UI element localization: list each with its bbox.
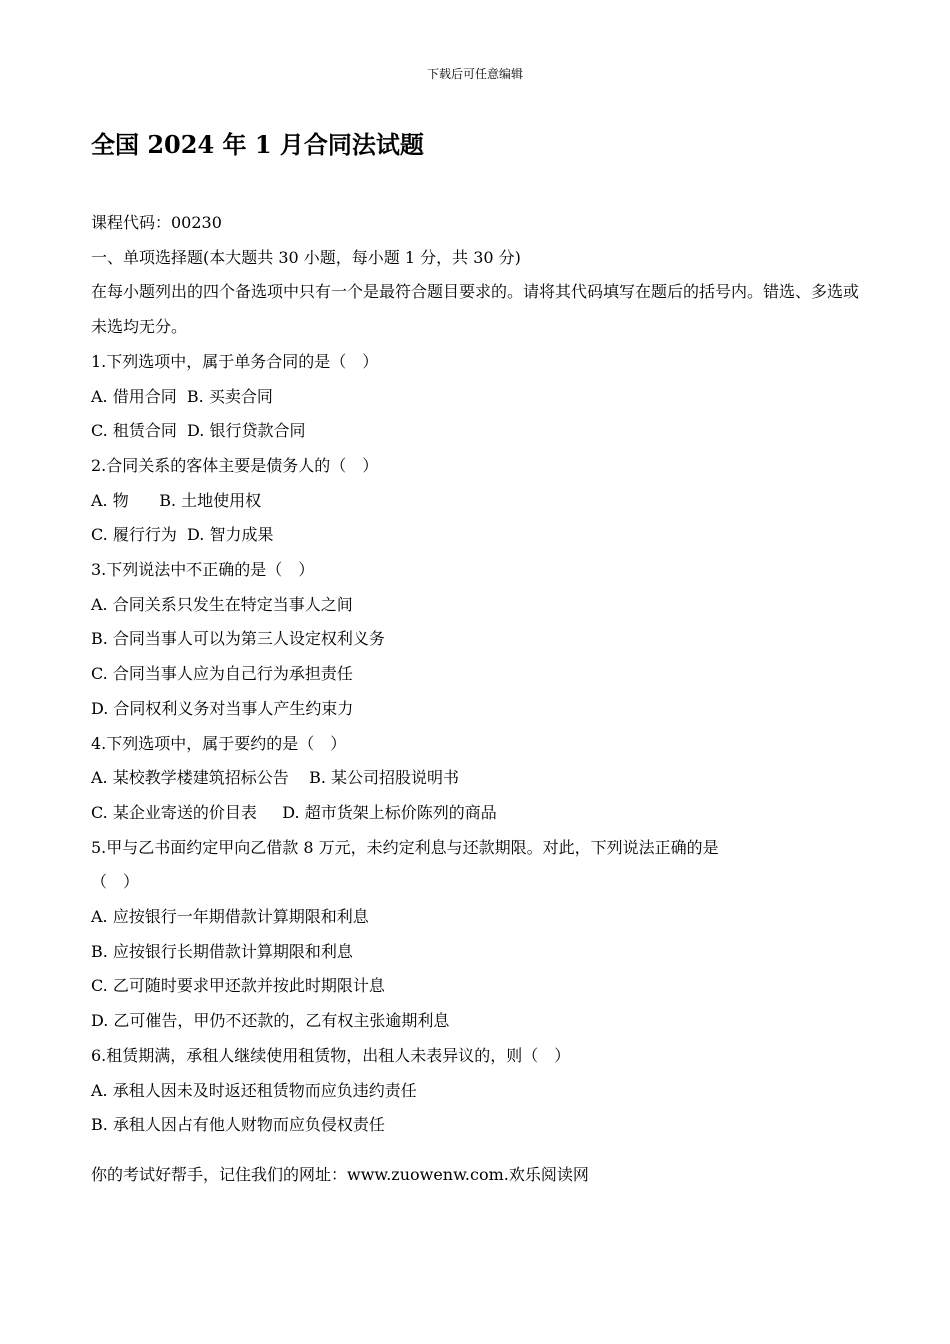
section-instructions: 在每小题列出的四个备选项中只有一个是最符合题目要求的。请将其代码填写在题后的括号内。错选、多选或未选均无分。 (91, 282, 860, 337)
question-1-options-cd: C. 租赁合同 D. 银行贷款合同 (91, 421, 306, 441)
question-3-option-d: D. 合同权利义务对当事人产生约束力 (91, 698, 354, 718)
document-body (91, 206, 866, 1143)
footer-text: 你的考试好帮手，记住我们的网址：www.zuowenw.com.欢乐阅读网 (91, 1165, 589, 1184)
question-5-option-a: A. 应按银行一年期借款计算期限和利息 (91, 907, 369, 927)
question-2-options-ab: A. 物 B. 土地使用权 (91, 490, 262, 510)
question-1-options-ab: A. 借用合同 B. 买卖合同 (91, 386, 273, 406)
question-5-bracket: （ ） (91, 872, 140, 892)
question-5: 5.甲与乙书面约定甲向乙借款 8 万元，未约定利息与还款期限。对此，下列说法正确的是 (91, 837, 719, 857)
question-4-options-ab: A. 某校教学楼建筑招标公告 B. 某公司招股说明书 (91, 768, 460, 788)
question-6: 6.租赁期满，承租人继续使用租赁物，出租人未表异议的，则（ ） (91, 1045, 571, 1065)
question-6-option-a: A. 承租人因未及时返还租赁物而应负违约责任 (91, 1080, 417, 1100)
question-3-option-b: B. 合同当事人可以为第三人设定权利义务 (91, 629, 385, 649)
question-4-options-cd: C. 某企业寄送的价目表 D. 超市货架上标价陈列的商品 (91, 802, 497, 822)
question-3-option-c: C. 合同当事人应为自己行为承担责任 (91, 664, 353, 684)
question-4: 4.下列选项中，属于要约的是（ ） (91, 733, 347, 753)
course-code: 课程代码：00230 (91, 213, 222, 232)
question-2: 2.合同关系的客体主要是债务人的（ ） (91, 455, 379, 475)
question-5-option-c: C. 乙可随时要求甲还款并按此时期限计息 (91, 976, 385, 996)
question-1: 1.下列选项中，属于单务合同的是（ ） (91, 351, 379, 371)
question-3-option-a: A. 合同关系只发生在特定当事人之间 (91, 594, 353, 614)
question-2-options-cd: C. 履行行为 D. 智力成果 (91, 525, 274, 545)
question-5-option-b: B. 应按银行长期借款计算期限和利息 (91, 941, 353, 961)
question-3: 3.下列说法中不正确的是（ ） (91, 560, 315, 580)
question-6-option-b: B. 承租人因占有他人财物而应负侵权责任 (91, 1115, 385, 1135)
header-note: 下载后可任意编辑 (426, 67, 523, 81)
document-title: 全国 2024 年 1 月合同法试题 (91, 130, 424, 159)
section-heading: 一、单项选择题(本大题共 30 小题，每小题 1 分，共 30 分) (91, 247, 521, 267)
question-5-option-d: D. 乙可催告，甲仍不还款的，乙有权主张逾期利息 (91, 1011, 450, 1031)
